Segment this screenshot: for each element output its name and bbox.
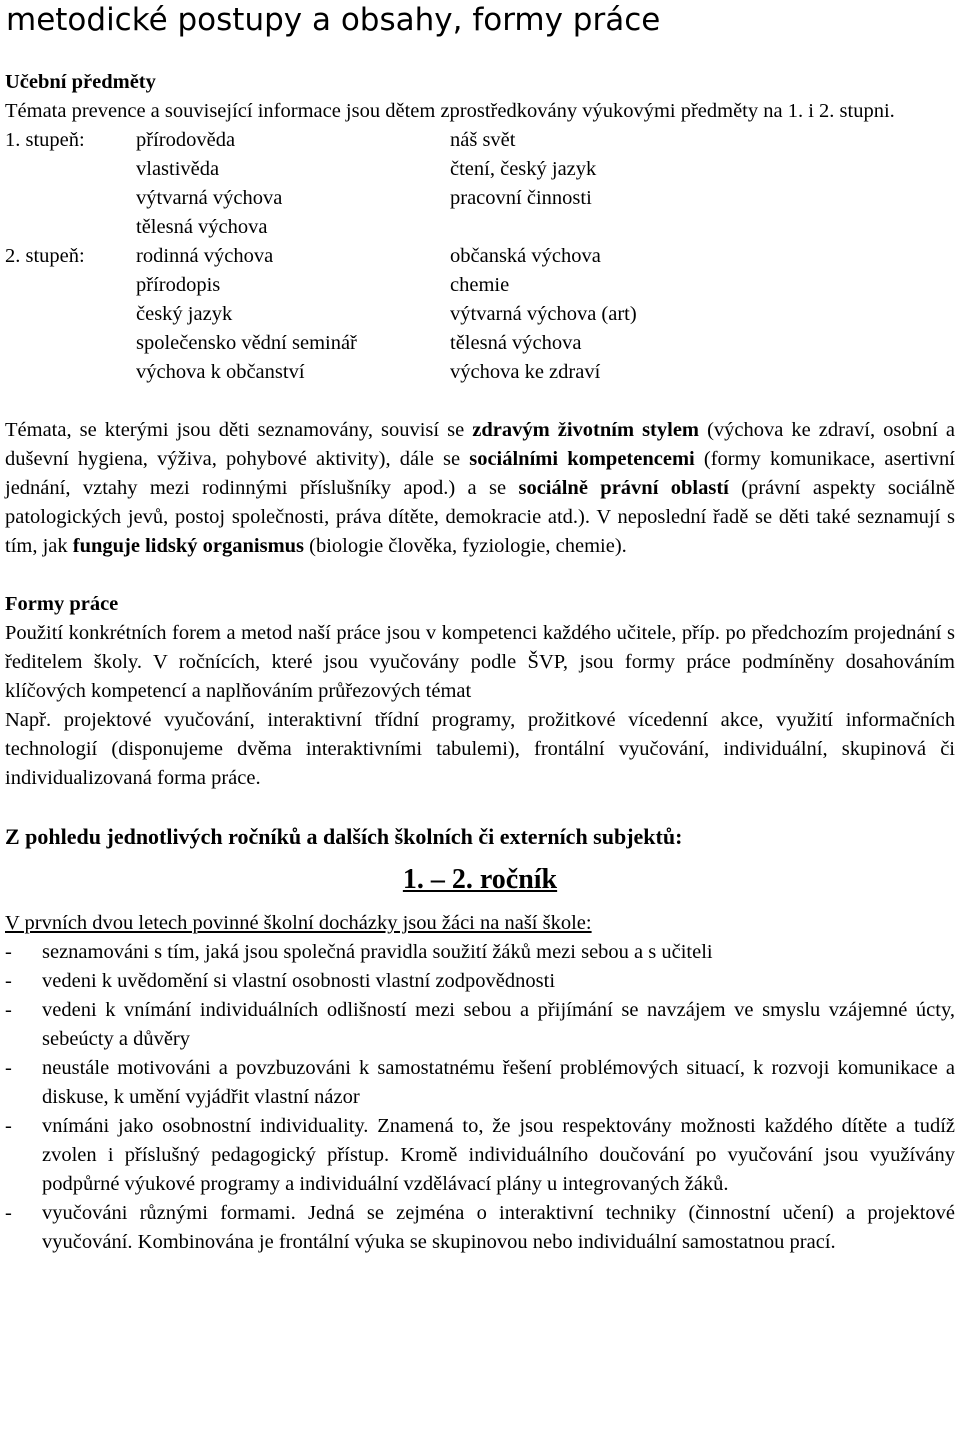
subject-item: pracovní činnosti (450, 187, 592, 209)
list-item: - neustále motivováni a povzbuzováni k samostatnému řešení problémových situací, k rozvoji komunikace a diskuse, k umění vyjádřit vlastní názor (5, 1054, 955, 1112)
year-heading: 1. – 2. ročník (402, 864, 558, 895)
list-item: - vyučováni různými formami. Jedná se zejména o interaktivní techniky (činnostní učení) a projektové vyučování. Kombinována je frontální výuka se skupinovou nebo individuální samostatnou prací. (5, 1199, 955, 1257)
subject-item: občanská výchova (450, 245, 601, 267)
subjects-intro: Témata prevence a související informace jsou dětem zprostředkovány výukovými předměty na 1. i 2. stupni. (5, 100, 895, 122)
subject-item: čtení, český jazyk (450, 158, 597, 180)
subject-item: výtvarná výchova (art) (450, 303, 637, 325)
stage-label: 2. stupeň: (5, 245, 85, 267)
subject-item: výchova ke zdraví (450, 361, 601, 383)
subject-item: přírodověda (136, 129, 236, 151)
list-item: - vedeni k vnímání individuálních odlišností mezi sebou a přijímání se navzájem ve smyslu vzájemné úcty, sebeúcty a důvěry (5, 996, 955, 1054)
subject-item: tělesná výchova (136, 216, 268, 238)
stage-2-subjects (5, 242, 955, 387)
list-item: - seznamováni s tím, jaká jsou společná pravidla soužití žáků mezi sebou a s učiteli (5, 938, 955, 967)
subject-item: rodinná výchova (136, 245, 274, 267)
topics-paragraph: Témata, se kterými jsou děti seznamovány, souvisí se zdravým životním stylem (výchova ke zdraví, osobní a duševní hygiena, výživa, pohybové aktivity), dále se sociálními kompetencemi (formy komunikace, asertivní jednání, vztahy mezi rodinnými příslušníky apod.) a se sociálně právní oblastí (právní aspekty sociálně patologických jevů, postoj společnosti, práva dítěte, demokracie atd.). V neposlední řadě se děti také seznamují s tím, jak funguje lidský organismus (biologie člověka, fyziologie, chemie). (5, 419, 955, 557)
forms-paragraph-2: Např. projektové vyučování, interaktivní třídní programy, prožitkové vícedenní akce, využití informačních technologií (disponujeme dvěma interaktivními tabulemi), frontální vyučování, individuální, skupinová či individualizovaná forma práce. (5, 709, 955, 789)
document-body (5, 68, 955, 1257)
subject-item: výchova k občanství (136, 361, 305, 383)
subject-item: chemie (450, 274, 510, 296)
stage-label: 1. stupeň: (5, 129, 85, 151)
page-title: metodické postupy a obsahy, formy práce (6, 2, 661, 38)
list-item: - vnímáni jako osobnostní individuality. Znamená to, že jsou respektovány možnosti každého dítěte a tudíž zvolen i příslušný pedagogický přístup. Kromě individuálního doučování po vyučování jsou využívány podpůrné výukové programy a individuální vzdělávací plány u integrovaných žáků. (5, 1112, 955, 1199)
subject-item (450, 213, 955, 242)
subject-item: přírodopis (136, 274, 221, 296)
forms-heading: Formy práce (5, 593, 119, 615)
list-item: - vedeni k uvědomění si vlastní osobnosti vlastní zodpovědnosti (5, 967, 955, 996)
first-years-list (5, 938, 955, 1257)
subject-item: český jazyk (136, 303, 233, 325)
section-heading: Z pohledu jednotlivých ročníků a dalších školních či externích subjektů: (5, 824, 683, 849)
subjects-heading: Učební předměty (5, 71, 156, 93)
first-years-intro: V prvních dvou letech povinné školní docházky jsou žáci na naší škole: (5, 912, 592, 934)
stage-1-subjects (5, 126, 955, 242)
subject-item: tělesná výchova (450, 332, 582, 354)
subject-item: společensko vědní seminář (136, 332, 357, 354)
forms-paragraph-1: Použití konkrétních forem a metod naší práce jsou v kompetenci každého učitele, příp. po předchozím projednání s ředitelem školy. V ročnících, které jsou vyučovány podle ŠVP, jsou formy práce podmíněny dosahováním klíčových kompetencí a naplňováním průřezových témat (5, 622, 955, 702)
subject-item: vlastivěda (136, 158, 220, 180)
subject-item: náš svět (450, 129, 516, 151)
subject-item: výtvarná výchova (136, 187, 283, 209)
